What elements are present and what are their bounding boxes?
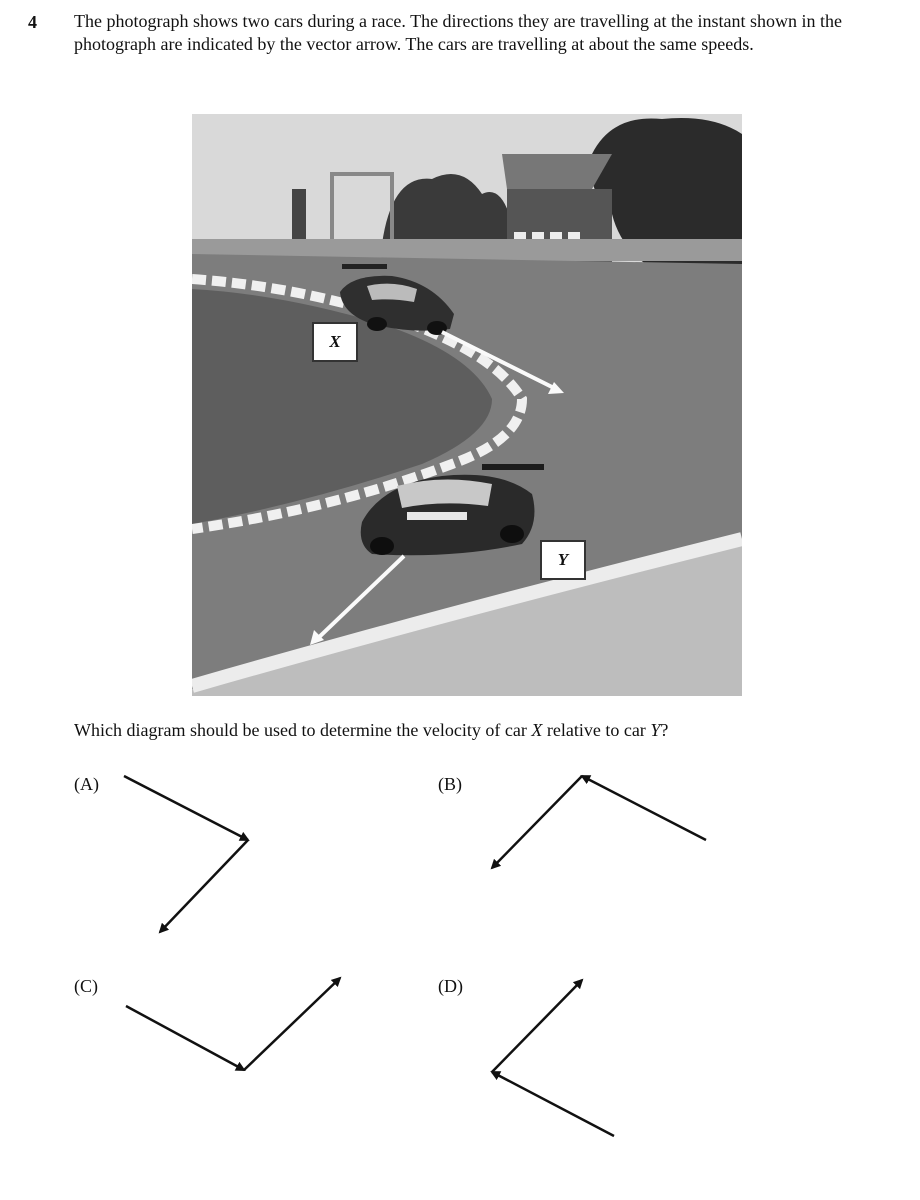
car-x-ref: X	[531, 720, 543, 740]
option-a-diagram	[124, 776, 248, 932]
race-scene	[192, 114, 742, 696]
question-text: Which diagram should be used to determine the velocity of car X relative to car Y?	[74, 720, 669, 740]
race-photograph	[192, 114, 742, 696]
car-y-ref: Y	[650, 720, 661, 740]
option-b-diagram	[492, 776, 706, 868]
option-d-diagram	[492, 980, 614, 1136]
question-number: 4	[28, 12, 37, 32]
car-x-label: X	[312, 322, 358, 362]
option-c-label[interactable]: (C)	[74, 976, 98, 996]
option-c-diagram	[126, 978, 340, 1070]
car-y-label: Y	[540, 540, 586, 580]
option-b-label[interactable]: (B)	[438, 774, 462, 794]
option-a-label[interactable]: (A)	[74, 774, 99, 794]
question-stem: The photograph shows two cars during a race. The directions they are travelling at the instant shown in the photograph are indicated by the vector arrow. The cars are travelling at about the same speeds.	[74, 11, 842, 54]
option-d-label[interactable]: (D)	[438, 976, 463, 996]
